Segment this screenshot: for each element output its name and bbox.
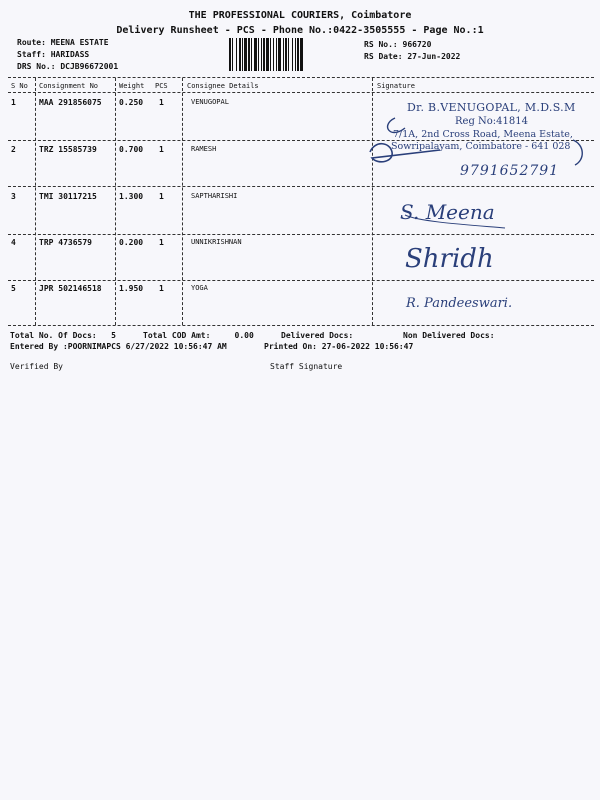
doctor-stamp — [391, 96, 595, 156]
entered-by: Entered By :POORNIMAPCS 6/27/2022 10:56:47 AM — [10, 342, 227, 351]
row-consignment: TMI 30117215 — [39, 192, 97, 201]
row-consignee: YOGA — [191, 284, 208, 292]
row-sno: 5 — [11, 284, 16, 293]
stamp-phone: 9791652791 — [460, 163, 560, 179]
row-weight: 0.250 — [119, 98, 144, 107]
row-divider — [8, 186, 594, 187]
staff-label: Staff: HARIDASS — [17, 50, 90, 59]
verified-by: Verified By — [10, 362, 63, 371]
barcode-gap — [303, 38, 304, 71]
rs-number: RS No.: 966720 — [364, 40, 432, 49]
column-divider — [35, 78, 36, 325]
row-divider — [8, 280, 594, 281]
drs-number: DRS No.: DCJB96672001 — [17, 62, 119, 71]
printed-on: Printed On: 27-06-2022 10:56:47 — [264, 342, 414, 351]
company-title: THE PROFESSIONAL COURIERS, Coimbatore — [188, 10, 412, 21]
col-header-consignment: Consignment No — [39, 82, 99, 90]
col-header-consignee: Consignee Details — [187, 82, 259, 90]
row-consignee: UNNIKRISHNAN — [191, 238, 242, 246]
table-top-rule — [8, 77, 594, 78]
stamp-line-name: Dr. B.VENUGOPAL, M.D.S.M — [407, 101, 576, 114]
row-pcs: 1 — [159, 98, 164, 107]
row-sno: 4 — [11, 238, 16, 247]
table-header-rule — [8, 92, 594, 93]
staff-signature: Staff Signature — [270, 362, 343, 371]
row-consignment: MAA 291856075 — [39, 98, 102, 107]
delivered-docs: Delivered Docs: — [281, 331, 354, 340]
signature-row5: R. Pandeeswari. — [406, 296, 513, 311]
col-header-weight: Weight — [119, 82, 145, 90]
row-consignment: TRZ 15585739 — [39, 145, 97, 154]
column-divider — [115, 78, 116, 325]
row-pcs: 1 — [159, 284, 164, 293]
stamp-line-reg: Reg No:41814 — [455, 116, 528, 127]
total-cod: Total COD Amt: 0.00 — [143, 331, 254, 340]
rs-date: RS Date: 27-Jun-2022 — [364, 52, 461, 61]
row-weight: 0.700 — [119, 145, 144, 154]
signature-row3: S. Meena — [400, 200, 495, 224]
table-bottom-rule — [8, 325, 594, 326]
row-consignee: RAMESH — [191, 145, 217, 153]
signature-row4: Shridh — [405, 244, 494, 274]
row-weight: 1.950 — [119, 284, 144, 293]
column-divider — [372, 78, 373, 325]
row-divider — [8, 234, 594, 235]
row-pcs: 1 — [159, 145, 164, 154]
row-consignee: VENUGOPAL — [191, 98, 229, 106]
runsheet-subtitle: Delivery Runsheet - PCS - Phone No.:0422-3505555 - Page No.:1 — [116, 25, 484, 36]
col-header-signature: Signature — [377, 82, 415, 90]
row-pcs: 1 — [159, 192, 164, 201]
col-header-sno: S No — [11, 82, 28, 90]
stamp-line-city: Sowripalayam, Coimbatore - 641 028 — [391, 141, 571, 152]
row-consignee: SAPTHARISHI — [191, 192, 238, 200]
row-sno: 3 — [11, 192, 16, 201]
row-weight: 1.300 — [119, 192, 144, 201]
col-header-pcs: PCS — [155, 82, 168, 90]
total-docs: Total No. Of Docs: 5 — [10, 331, 116, 340]
column-divider — [182, 78, 183, 325]
stamp-line-address: 7/1A, 2nd Cross Road, Meena Estate, — [393, 129, 573, 140]
row-sno: 1 — [11, 98, 16, 107]
row-consignment: TRP 4736579 — [39, 238, 92, 247]
row-sno: 2 — [11, 145, 16, 154]
route-label: Route: MEENA ESTATE — [17, 38, 109, 47]
barcode — [229, 38, 359, 71]
non-delivered-docs: Non Delivered Docs: — [403, 331, 495, 340]
row-pcs: 1 — [159, 238, 164, 247]
row-consignment: JPR 502146518 — [39, 284, 102, 293]
row-weight: 0.200 — [119, 238, 144, 247]
